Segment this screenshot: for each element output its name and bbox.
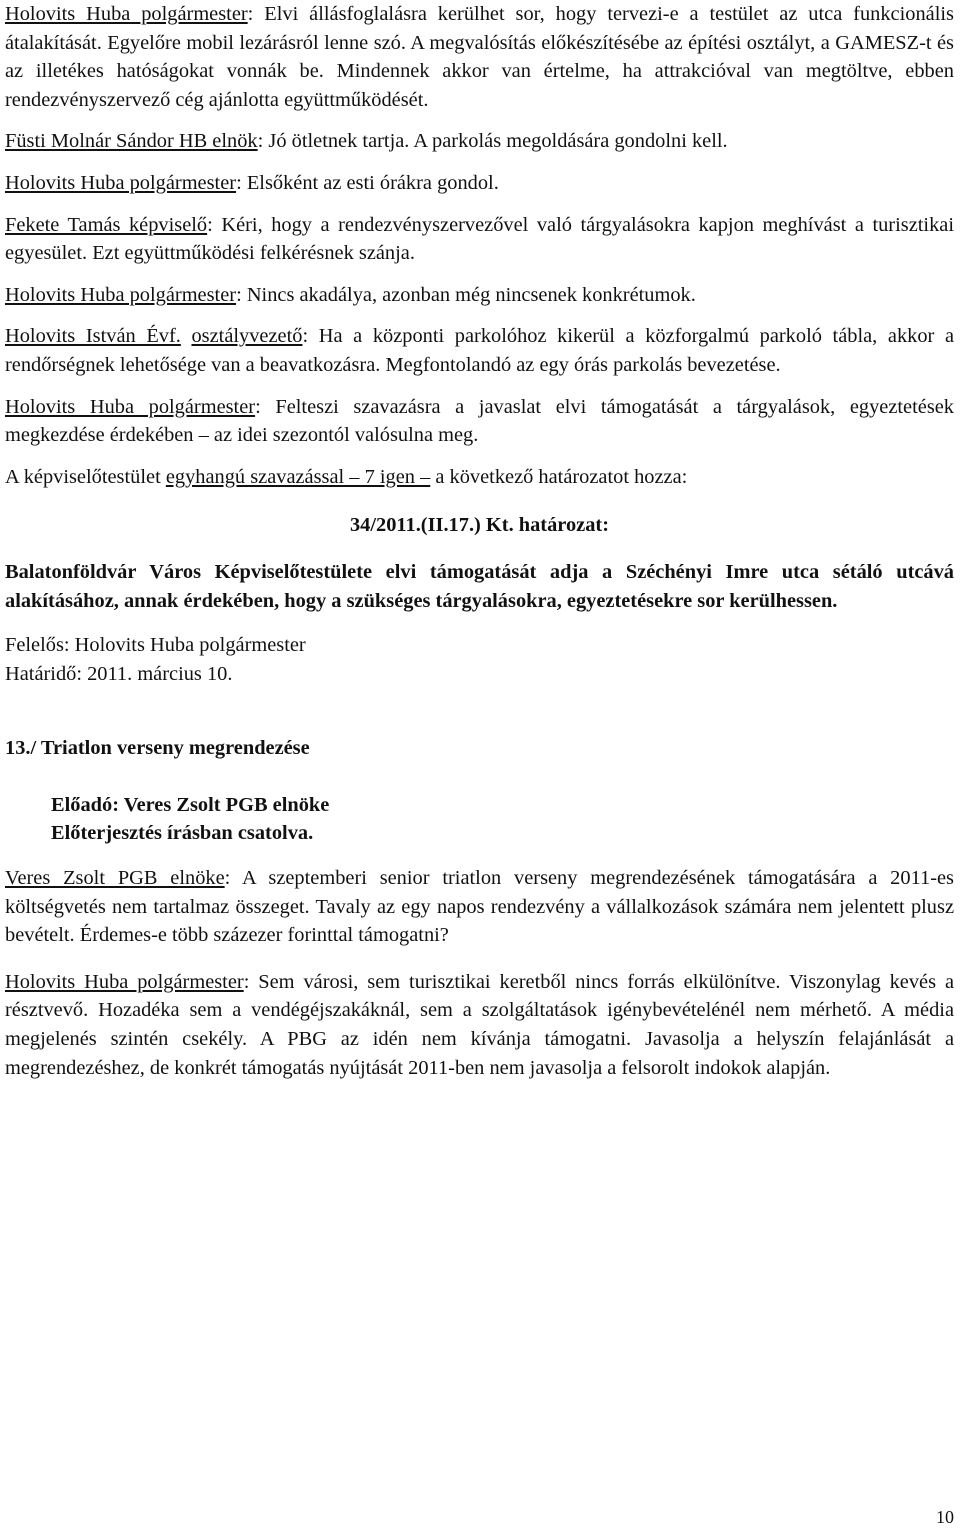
speaker-name: Holovits Huba polgármester <box>5 171 237 194</box>
paragraph-text: Elvi állásfoglalásra kerülhet sor, hogy tervezi-e a testület az utca funkcionális átalakítását. Egyelőre mobil lezárásról lenne szó. A megvalósítás előkészítésébe az építési osztályt, a GAMESZ-t és az illetékes hatóságokat vonnák be. Mindennek akkor van értelme, ha attrakcióval van megtöltve, ebben rendezvényszervező cég ajánlotta együttműködését. <box>5 3 954 111</box>
vote-statement: A képviselőtestület egyhangú szavazással – 7 igen – a következő határozatot hozza: <box>5 465 688 488</box>
speaker-name: Veres Zsolt PGB elnöke <box>5 867 225 890</box>
speaker-name: Holovits Huba polgármester <box>5 395 256 418</box>
paragraph-department-head: Holovits István Évf. osztályvezető: Ha a központi parkolóhoz kikerül a közforgalmú parkoló tábla, akkor a rendőrségnek lehetősége van a beavatkozásra. Megfontolandó az egy órás parkolás bevezetése. <box>5 325 954 376</box>
speaker-name: Holovits István Évf. <box>5 325 181 348</box>
speaker-name: Holovits Huba polgármester <box>5 970 244 993</box>
paragraph-pgb-chair: Veres Zsolt PGB elnöke: A szeptemberi senior triatlon verseny megrendezésének támogatására a 2011-es költségvetés nem tartalmaz összeget. Tavaly az egy napos rendezvény a vállalkozások számára nem jelentett plusz bevételt. Érdemes-e több százezer forinttal támogatni? <box>5 867 954 947</box>
paragraph-text: Jó ötletnek tartja. A parkolás megoldására gondolni kell. <box>268 130 728 153</box>
deadline-line: Határidő: 2011. március 10. <box>5 662 233 685</box>
paragraph-text: Kéri, hogy a rendezvényszervezővel való tárgyalásokra kapjon meghívást a turisztikai egyesület. Ezt együttműködési felkérésnek szánja. <box>5 213 954 265</box>
paragraph-mayor-2: Holovits Huba polgármester: Elsőként az esti órákra gondol. <box>5 171 499 194</box>
section-heading <box>5 734 954 763</box>
resolution-title: 34/2011.(II.17.) Kt. határozat: <box>349 514 609 537</box>
presenter-line: Előadó: Veres Zsolt PGB elnöke <box>51 793 330 816</box>
paragraph-hb-chair: Füsti Molnár Sándor HB elnök: Jó ötletnek tartja. A parkolás megoldására gondolni kell. <box>5 130 728 153</box>
resolution-text: Balatonföldvár Város Képviselőtestülete elvi támogatását adja a Széchényi Imre utca sétáló utcává alakításához, annak érdekében, hogy a szükséges tárgyalásokra, egyeztetésekre sor kerülhessen. <box>5 560 954 612</box>
vote-result: egyhangú szavazással – 7 igen – <box>165 465 431 488</box>
paragraph-text: Ha a központi parkolóhoz kikerül a közforgalmú parkoló tábla, akkor a rendőrségnek lehetősége van a beavatkozásra. Megfontolandó az egy órás parkolás bevezetése. <box>5 325 954 376</box>
speaker-name: Holovits Huba polgármester <box>5 283 237 306</box>
responsible-line: Felelős: Holovits Huba polgármester <box>5 634 306 657</box>
section-title: Triatlon verseny megrendezése <box>40 737 310 760</box>
speaker-name: Fekete Tamás képviselő <box>5 213 208 236</box>
section-number: 13./ <box>5 737 37 760</box>
paragraph-mayor-1: Holovits Huba polgármester: Elvi állásfoglalásra kerülhet sor, hogy tervezi-e a testület az utca funkcionális átalakítását. Egyelőre mobil lezárásról lenne szó. A megvalósítás előkészítésébe az építési osztályt, a GAMESZ-t és az illetékes hatóságokat vonnák be. Mindennek akkor van értelme, ha attrakcióval van megtöltve, ebben rendezvényszervező cég ajánlotta együttműködését. <box>5 3 954 111</box>
paragraph-representative: Fekete Tamás képviselő: Kéri, hogy a rendezvényszervezővel való tárgyalásokra kapjon meghívást a turisztikai egyesület. Ezt együttműködési felkérésnek szánja. <box>5 213 954 265</box>
paragraph-mayor-4: Holovits Huba polgármester: Felteszi szavazásra a javaslat elvi támogatását a tárgyalások, egyeztetések megkezdése érdekében – az idei szezontól valósulna meg. <box>5 395 954 447</box>
paragraph-mayor-3: Holovits Huba polgármester: Nincs akadálya, azonban még nincsenek konkrétumok. <box>5 283 696 306</box>
attachment-line: Előterjesztés írásban csatolva. <box>51 822 314 845</box>
speaker-title: osztályvezető <box>191 325 303 348</box>
paragraph-mayor-5: Holovits Huba polgármester: Sem városi, sem turisztikai keretből nincs forrás elkülönítve. Viszonylag kevés a résztvevő. Hozadéka sem a vendégéjszakáknál, sem a szolgáltatások igénybevételénél nem mérhető. A média megjelenés szintén csekély. A PBG az idén nem kívánja támogatni. Javasolja a helyszín felajánlását a megrendezéshez, de konkrét támogatás nyújtását 2011-ben nem javasolja a felsorolt indokok alapján. <box>5 970 954 1079</box>
paragraph-text: Sem városi, sem turisztikai keretből nincs forrás elkülönítve. Viszonylag kevés a résztvevő. Hozadéka sem a vendégéjszakáknál, sem a szolgáltatások igénybevételénél nem mérhető. A média megjelenés szintén csekély. A PBG az idén nem kívánja támogatni. Javasolja a helyszín felajánlását a megrendezéshez, de konkrét támogatás nyújtását 2011-ben nem javasolja a felsorolt indokok alapján. <box>5 970 954 1079</box>
speaker-name: Holovits Huba polgármester <box>5 3 248 25</box>
paragraph-text: Felteszi szavazásra a javaslat elvi támogatását a tárgyalások, egyeztetések megkezdése érdekében – az idei szezontól valósulna meg. <box>5 395 954 447</box>
paragraph-text: A szeptemberi senior triatlon verseny megrendezésének támogatására a 2011-es költségvetés nem tartalmaz összeget. Tavaly az egy napos rendezvény a vállalkozások számára nem jelentett plusz bevételt. Érdemes-e több százezer forinttal támogatni? <box>5 867 954 947</box>
paragraph-text: Elsőként az esti órákra gondol. <box>246 171 499 194</box>
document-page <box>5 0 954 1082</box>
speaker-name: Füsti Molnár Sándor HB elnök <box>5 130 258 153</box>
page-number: 10 <box>936 1507 954 1527</box>
paragraph-text: Nincs akadálya, azonban még nincsenek konkrétumok. <box>246 283 696 306</box>
